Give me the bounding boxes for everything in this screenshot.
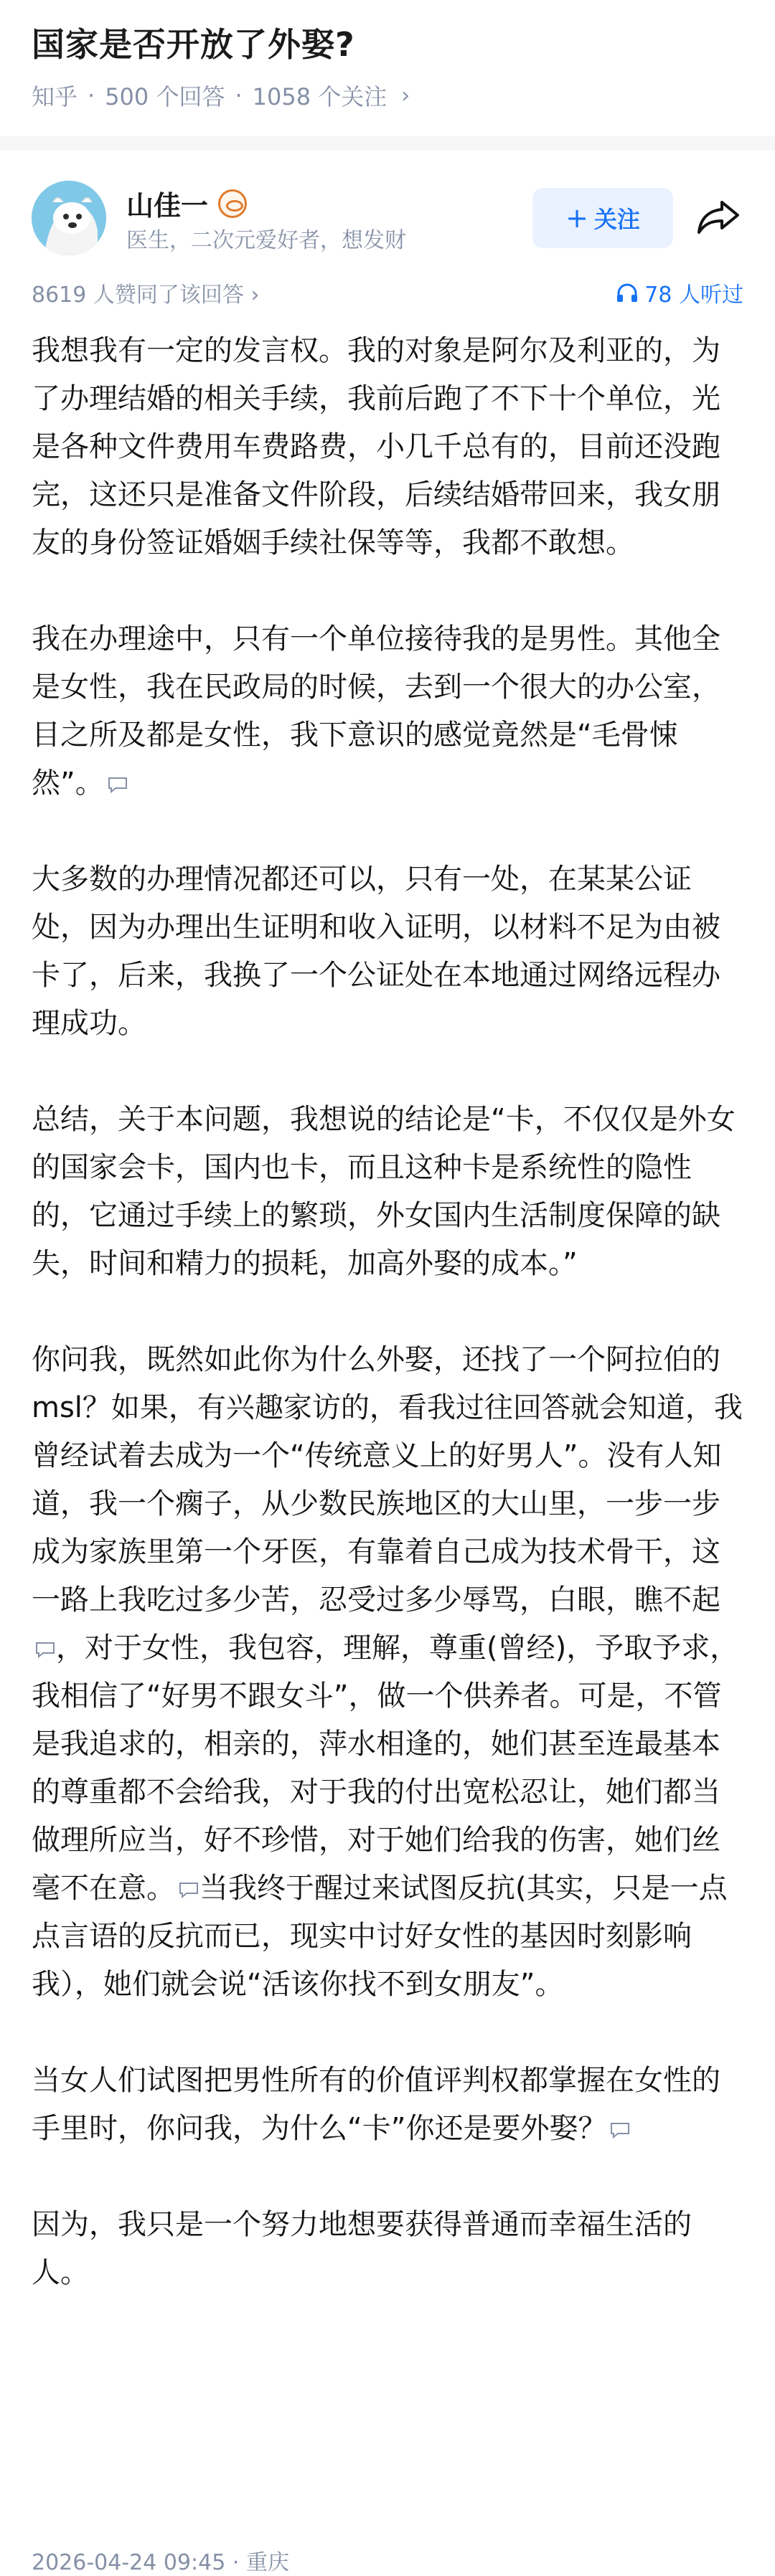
meta-separator: ·	[235, 82, 243, 109]
followers-count: 1058 个关注	[252, 83, 388, 110]
paragraph: 总结，关于本问题，我想说的结论是“卡，不仅仅是外女的国家会卡，国内也卡，而且这种卡是系统性的隐性的，它通过手续上的繁琐，外女国内生活制度保障的缺失，时间和精力的损耗，加高外娶的成本。”	[32, 1103, 736, 1280]
comment-bubble-icon[interactable]	[178, 1881, 199, 1898]
paragraph	[32, 2057, 743, 2153]
paragraph	[32, 615, 743, 808]
agree-count[interactable]	[32, 277, 259, 308]
paragraph-text: 我在办理途中，只有一个单位接待我的是男性。其他全是女性，我在民政局的时候，去到一个很大的办公室，目之所及都是女性，我下意识的感觉竟然是“毛骨悚然”。	[32, 622, 720, 800]
plus-icon: +	[565, 202, 588, 234]
paragraph-text: 当我终于醒过来试图反抗(其实，只是一点点言语的反抗而已，现实中讨好女性的基因时刻影响我），她们就会说“活该你找不到女朋友”。	[32, 1872, 728, 2001]
chevron-right-icon: ›	[250, 283, 260, 308]
agree-count-text: 8619 人赞同了该回答	[32, 283, 244, 308]
eye-badge-icon	[218, 189, 247, 218]
chevron-right-icon: ›	[401, 82, 410, 108]
author-name[interactable]: 山佳一	[126, 190, 209, 222]
author-bio: 医生，二次元爱好者，想发财	[126, 228, 406, 253]
answer-body	[32, 327, 743, 2297]
follow-button[interactable]	[532, 188, 673, 248]
comment-bubble-icon[interactable]	[107, 776, 128, 793]
question-title[interactable]: 国家是否开放了外娶?	[32, 25, 355, 64]
stats-row	[32, 277, 743, 308]
paragraph-text: 当女人们试图把男性所有的价值评判权都掌握在女性的手里时，你问我，为什么“卡”你还是要外娶？	[32, 2064, 720, 2145]
answers-count: 500 个回答	[105, 83, 225, 110]
author-name-row[interactable]	[126, 184, 247, 223]
avatar-image	[32, 181, 106, 255]
avatar[interactable]	[32, 181, 106, 255]
listen-count[interactable]	[616, 277, 743, 308]
follow-label: 关注	[593, 206, 640, 233]
paragraph-text: ，对于女性，我包容，理解，尊重(曾经)，予取予求，我相信了“好男不跟女斗”，做一个供养者。可是，不管是我追求的，相亲的，萍水相逢的，她们甚至连最基本的尊重都不会给我，对于我的付出宽松忍让，她们都当做理所应当，好不珍惜，对于她们给我的伤害，她们丝毫不在意。	[32, 1632, 739, 1905]
headphone-icon	[616, 282, 639, 303]
paragraph-text: 你问我，既然如此你为什么外娶，还找了一个阿拉伯的msl？如果，有兴趣家访的，看我过往回答就会知道，我曾经试着去成为一个“传统意义上的好男人”。没有人知道，我一个瘸子，从少数民族地区的大山里，一步一步成为家族里第一个牙医，有靠着自己成为技术骨干，这一路上我吃过多少苦，忍受过多少辱骂，白眼，瞧不起	[32, 1343, 743, 1616]
share-arrow-icon[interactable]	[696, 198, 741, 235]
paragraph: 大多数的办理情况都还可以，只有一处，在某某公证处，因为办理出生证明和收入证明，以材料不足为由被卡了，后来，我换了一个公证处在本地通过网络远程办理成功。	[32, 863, 720, 1040]
paragraph: 我想我有一定的发言权。我的对象是阿尔及利亚的，为了办理结婚的相关手续，我前后跑了不下十个单位，光是各种文件费用车费路费，小几千总有的，目前还没跑完，这还只是准备文件阶段，后续结婚带回来，我女朋友的身份签证婚姻手续社保等等，我都不敢想。	[32, 334, 720, 559]
section-divider	[0, 136, 775, 151]
listen-count-text: 78 人听过	[644, 283, 743, 308]
comment-bubble-icon[interactable]	[34, 1641, 56, 1658]
meta-separator: ·	[88, 82, 95, 109]
source-label: 知乎	[32, 83, 78, 110]
paragraph	[32, 1336, 743, 2009]
paragraph: 因为，我只是一个努力地想要获得普通而幸福生活的人。	[32, 2208, 692, 2289]
question-meta[interactable]	[32, 79, 410, 112]
post-time-location: 2026-04-24 09:45 · 重庆	[32, 2550, 289, 2575]
comment-bubble-icon[interactable]	[609, 2121, 631, 2139]
